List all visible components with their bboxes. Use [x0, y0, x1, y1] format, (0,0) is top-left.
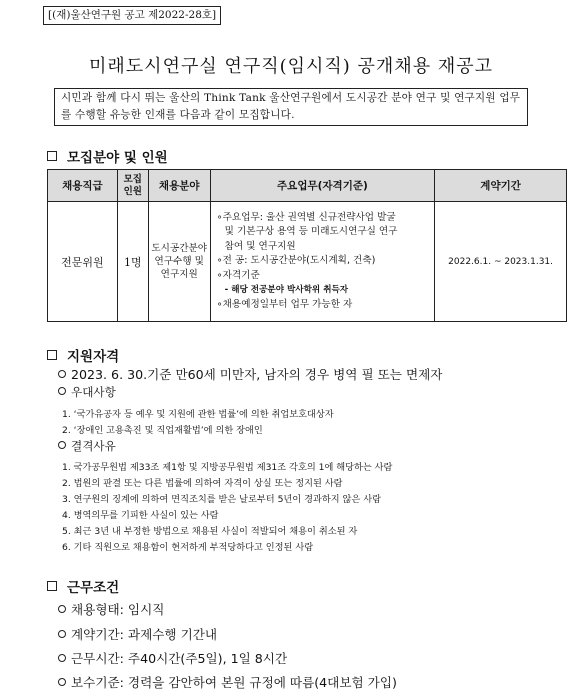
circle-bullet-icon [58, 441, 66, 449]
cell-count: 1명 [117, 202, 148, 322]
list-item: 3. 연구원의 징계에 의하여 면직조치를 받은 날로부터 5년이 경과하지 않은 사람 [62, 494, 381, 505]
header-duties: 주요업무(자격기준) [210, 170, 435, 202]
circle-bullet-icon [58, 630, 66, 638]
header-period: 계약기간 [435, 170, 567, 202]
duty-sub-line: - 해당 전공분야 박사학위 취득자 [224, 285, 349, 296]
cell-duties [210, 202, 435, 322]
condition-item [58, 599, 164, 618]
table-row [48, 202, 567, 322]
recruitment-table [47, 169, 567, 322]
list-item: 1. ‘국가유공자 등 예우 및 지원에 관한 법률’에 의한 취업보호대상자 [62, 409, 334, 420]
list-item: 2. ‘장애인 고용촉진 및 직업재활법’에 의한 장애인 [62, 425, 263, 436]
section-eligibility-title: 지원자격 [67, 349, 120, 365]
condition-text: 채용형태: 임시직 [71, 602, 165, 617]
cell-rank: 전문위원 [48, 202, 118, 322]
header-field: 채용분야 [148, 170, 210, 202]
condition-item [58, 648, 287, 667]
duty-line: 및 기본구상 용역 등 미래도시연구실 연구 [224, 226, 398, 238]
header-rank: 채용직급 [48, 170, 118, 202]
list-item: 1. 국가공무원법 제33조 제1항 및 지방공무원법 제31조 각호의 1에 해당하는 사람 [62, 462, 393, 473]
square-bullet-icon [47, 350, 57, 360]
eligibility-age-text: 2023. 6. 30.기준 만60세 미만자, 남자의 경우 병역 필 또는 면제자 [71, 367, 443, 382]
circle-bullet-icon [58, 654, 66, 662]
preference-heading [58, 384, 116, 400]
disqualification-heading-text: 결격사유 [71, 439, 116, 453]
circle-bullet-icon [58, 678, 66, 686]
header-count-text: 모집 인원 [123, 173, 142, 197]
section-recruitment-title: 모집분야 및 인원 [67, 150, 168, 166]
circle-bullet-icon [58, 605, 66, 613]
condition-text: 계약기간: 과제수행 기간내 [71, 627, 218, 642]
header-count [117, 170, 148, 202]
intro-box [54, 88, 528, 126]
section-conditions-heading [47, 576, 119, 596]
square-bullet-icon [47, 581, 57, 591]
table-header-row [48, 170, 567, 202]
duty-line: 참여 및 연구지원 [224, 240, 296, 252]
condition-text: 근무시간: 주40시간(주5일), 1일 8시간 [71, 651, 288, 666]
cell-field: 도시공간분야 연구수행 및 연구지원 [148, 202, 210, 322]
list-item: 5. 최근 3년 내 부정한 방법으로 채용된 사실이 적발되어 채용이 취소된 자 [62, 526, 358, 537]
circle-bullet-icon [58, 370, 66, 378]
condition-item [58, 672, 397, 691]
duty-line: ∘자격기준 [216, 269, 260, 281]
notice-number: [(재)울산연구원 공고 제2022-28호] [43, 6, 221, 25]
square-bullet-icon [47, 151, 57, 161]
preference-heading-text: 우대사항 [71, 385, 116, 399]
section-recruitment-heading [47, 146, 168, 166]
list-item: 4. 병역의무를 기피한 사실이 있는 사람 [62, 510, 219, 521]
list-item: 2. 법원의 판결 또는 다른 법률에 의하여 자격이 상실 또는 정지된 사람 [62, 478, 343, 489]
duty-line: ∘전 공: 도시공간분야(도시계획, 건축) [216, 255, 376, 267]
list-item: 6. 기타 직원으로 채용함이 현저하게 부적당하다고 인정된 사람 [62, 542, 314, 553]
cell-period: 2022.6.1. ~ 2023.1.31. [435, 202, 567, 322]
circle-bullet-icon [58, 387, 66, 395]
condition-item [58, 624, 217, 643]
intro-text: 시민과 함께 다시 뛰는 울산의 Think Tank 울산연구원에서 도시공간 분야 연구 및 연구지원 업무를 수행할 유능한 인재를 다음과 같이 모집합니다. [61, 92, 521, 121]
section-eligibility-heading [47, 345, 119, 365]
condition-text: 보수기준: 경력을 감안하여 본원 규정에 따름(4대보험 가입) [71, 675, 397, 690]
eligibility-age-line [58, 364, 442, 383]
duty-line: ∘채용예정일부터 업무 가능한 자 [216, 298, 353, 310]
document-title: 미래도시연구실 연구직(임시직) 공개채용 재공고 [89, 56, 493, 77]
duty-line: ∘주요업무: 울산 권역별 신규전략사업 발굴 [216, 211, 396, 223]
disqualification-heading [58, 438, 116, 454]
section-conditions-title: 근무조건 [67, 580, 120, 596]
